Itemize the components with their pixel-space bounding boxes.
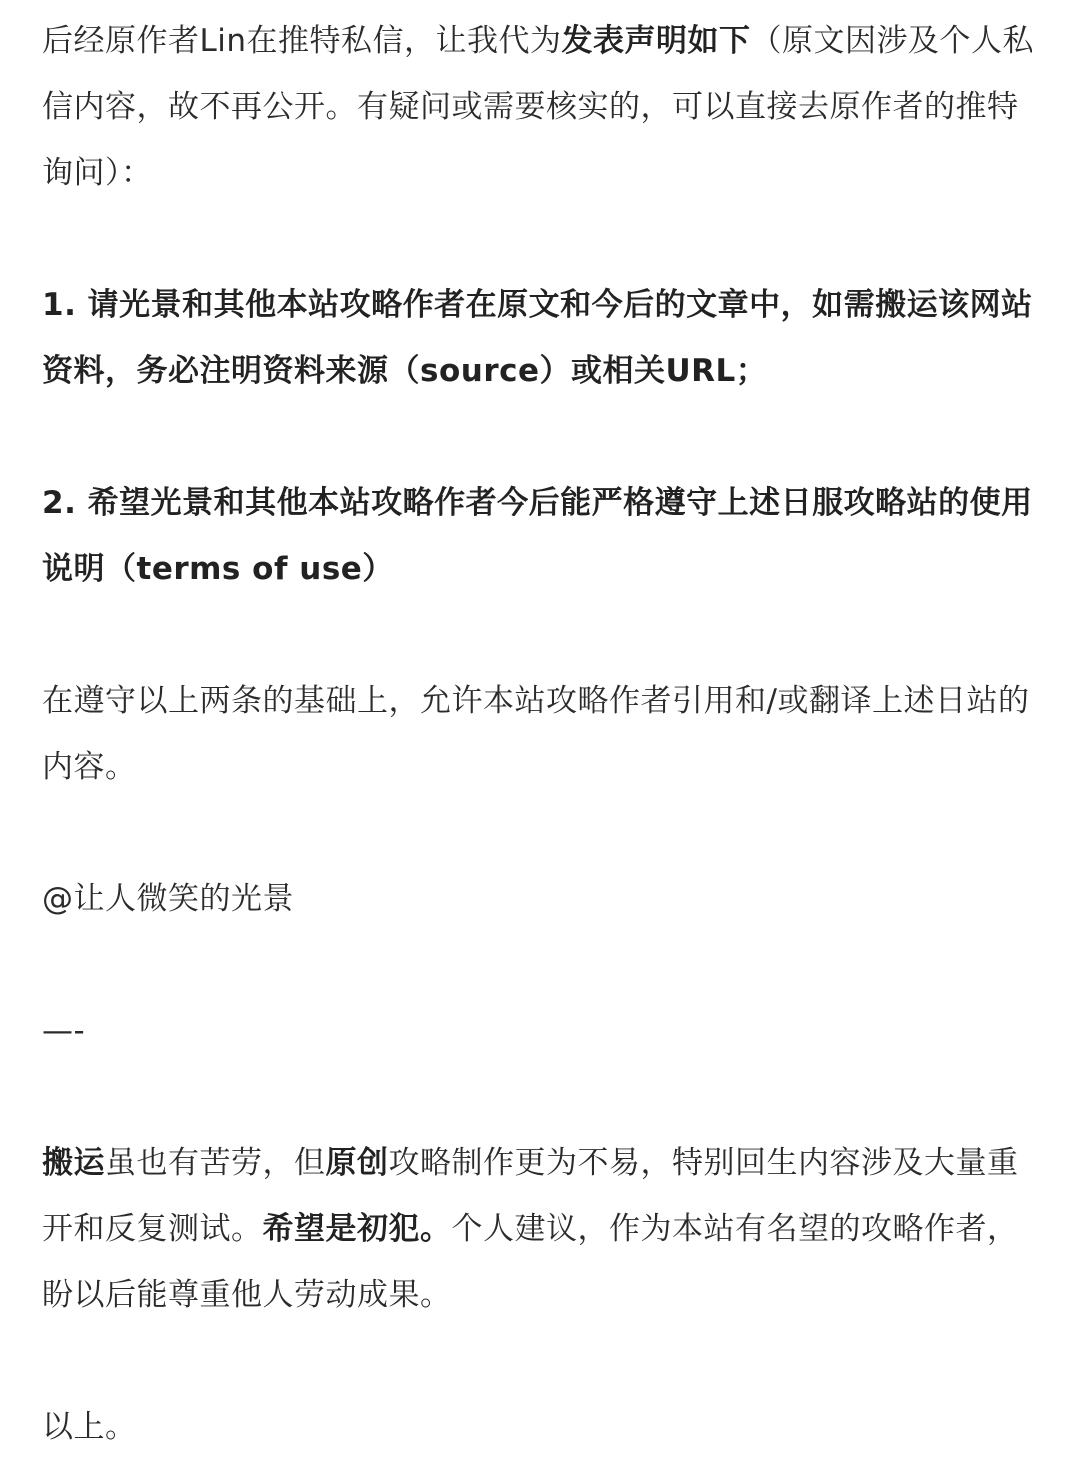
intro-text-1: 后经原作者Lin在推特私信，让我代为 (42, 23, 562, 59)
spacer (42, 404, 1042, 470)
closing-text-3: 个人建议，作为本站有名望的攻略作者，盼以后能尊重他人劳动成果。 (42, 1211, 1019, 1313)
spacer (42, 1328, 1042, 1394)
spacer (42, 602, 1042, 668)
spacer (42, 800, 1042, 866)
closing-bold-2: 原创 (325, 1145, 389, 1181)
user-mention: @让人微笑的光景 (42, 881, 294, 917)
separator: —- (42, 1013, 86, 1049)
intro-paragraph (42, 8, 1042, 206)
closing-paragraph (42, 1130, 1042, 1328)
point-1: 1. 请光景和其他本站攻略作者在原文和今后的文章中，如需搬运该网站资料，务必注明资料来源（source）或相关URL； (42, 287, 1033, 389)
intro-bold-statement: 发表声明如下 (561, 23, 751, 59)
closing-text-2: 攻略制作更为不易，特别回生内容涉及大量重开和反复测试。 (42, 1145, 1019, 1247)
closing-text-1: 虽也有苦劳，但 (105, 1145, 326, 1181)
spacer (42, 932, 1042, 998)
permission-paragraph: 在遵守以上两条的基础上，允许本站攻略作者引用和/或翻译上述日站的内容。 (42, 683, 1030, 785)
intro-text-2: （原文因涉及个人私信内容，故不再公开。有疑问或需要核实的，可以直接去原作者的推特询问）： (42, 23, 1035, 191)
point-2: 2. 希望光景和其他本站攻略作者今后能严格遵守上述日服攻略站的使用说明（terms of use） (42, 485, 1033, 587)
spacer (42, 1064, 1042, 1130)
closing-bold-3: 希望是初犯。 (262, 1211, 452, 1247)
spacer (42, 206, 1042, 272)
closing-bold-1: 搬运 (42, 1145, 105, 1181)
article-body (42, 8, 1042, 1460)
end-paragraph: 以上。 (42, 1409, 137, 1445)
